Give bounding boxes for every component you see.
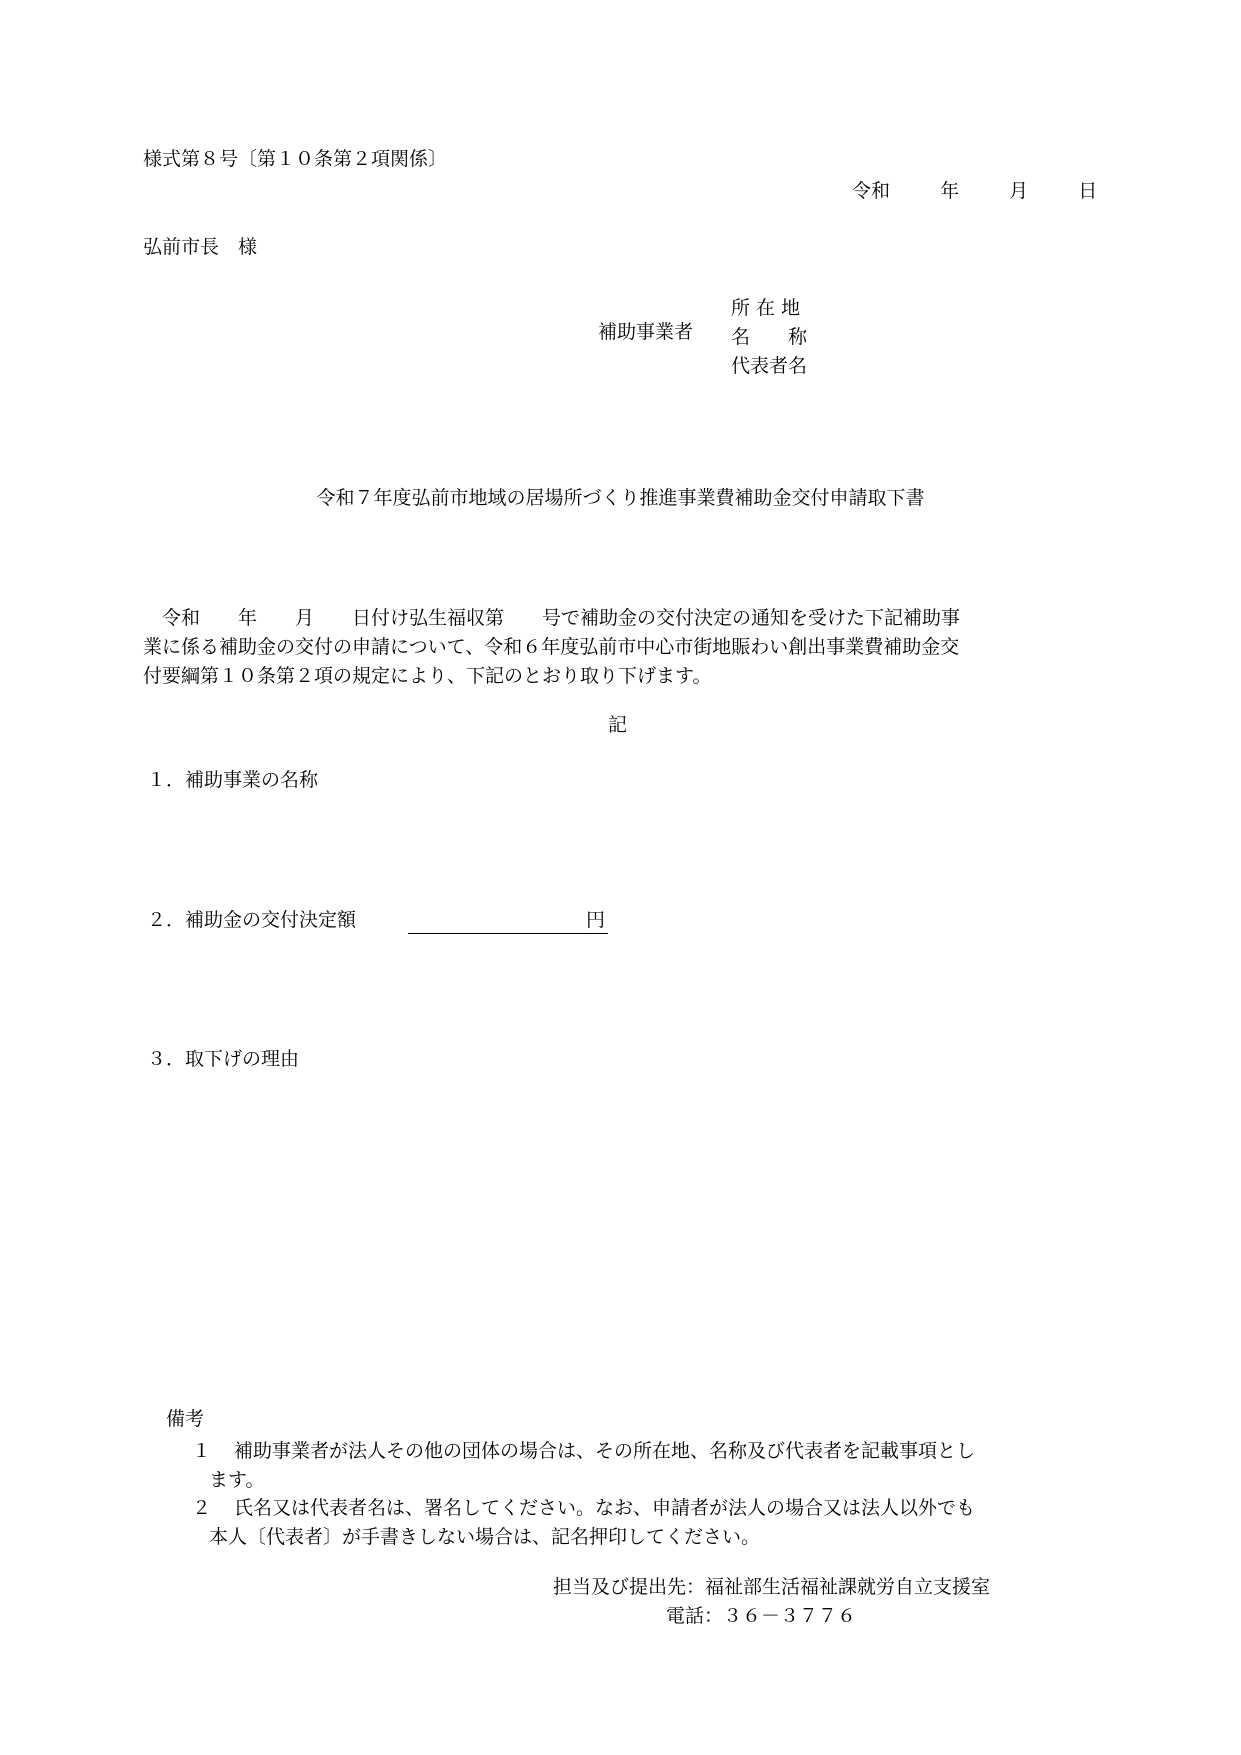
document-title: 令和７年度弘前市地域の居場所づくり推進事業費補助金交付申請取下書 xyxy=(316,487,925,509)
ki-label: 記 xyxy=(608,714,628,736)
name-label: 名 称 xyxy=(731,326,808,348)
date-month-label: 月 xyxy=(1009,180,1029,202)
date-year-label: 年 xyxy=(940,180,960,202)
body-line-2: 業に係る補助金の交付の申請について、令和６年度弘前市中心市街地賑わい創出事業費補助金交 xyxy=(143,636,960,658)
contact-phone: 電話：３６－３７７６ xyxy=(666,1605,857,1627)
remark-1 xyxy=(192,1437,975,1495)
remark-2-line-1: 氏名又は代表者名は、署名してください。なお、申請者が法人の場合又は法人以外でも xyxy=(234,1497,976,1519)
remark-1-line-1: 補助事業者が法人その他の団体の場合は、その所在地、名称及び代表者を記載事項とし xyxy=(234,1440,976,1462)
body-line-1: 令和 年 月 日付け弘生福収第 号で補助金の交付決定の通知を受けた下記補助事 xyxy=(143,607,961,629)
item-grant-amount: ２．補助金の交付決定額 xyxy=(147,909,357,931)
contact-office: 担当及び提出先：福祉部生活福祉課就労自立支援室 xyxy=(553,1576,991,1598)
item-withdrawal-reason: ３．取下げの理由 xyxy=(147,1048,300,1070)
date-era: 令和 xyxy=(852,180,891,202)
date-day-label: 日 xyxy=(1078,180,1098,202)
remark-1-number: １ xyxy=(192,1440,212,1462)
addressee: 弘前市長 様 xyxy=(143,236,258,258)
date-line xyxy=(852,182,1097,201)
remarks-heading: 備考 xyxy=(166,1408,205,1430)
item-project-name: １．補助事業の名称 xyxy=(147,769,319,791)
remark-2 xyxy=(192,1494,975,1552)
applicant-role-label: 補助事業者 xyxy=(598,321,694,343)
form-number: 様式第８号〔第１０条第２項関係〕 xyxy=(143,148,448,170)
amount-blank-line[interactable] xyxy=(408,909,608,934)
remark-1-line-2: ます。 xyxy=(209,1469,265,1491)
representative-label: 代表者名 xyxy=(731,355,808,377)
applicant-fields xyxy=(731,294,807,381)
body-paragraph xyxy=(143,604,1103,691)
amount-unit: 円 xyxy=(586,909,606,931)
address-label: 所 在 地 xyxy=(731,297,801,319)
body-line-3: 付要綱第１０条第２項の規定により、下記のとおり取り下げます。 xyxy=(143,665,712,687)
remark-2-number: ２ xyxy=(192,1497,212,1519)
remark-2-line-2: 本人〔代表者〕が手書きしない場合は、記名押印してください。 xyxy=(209,1526,761,1548)
